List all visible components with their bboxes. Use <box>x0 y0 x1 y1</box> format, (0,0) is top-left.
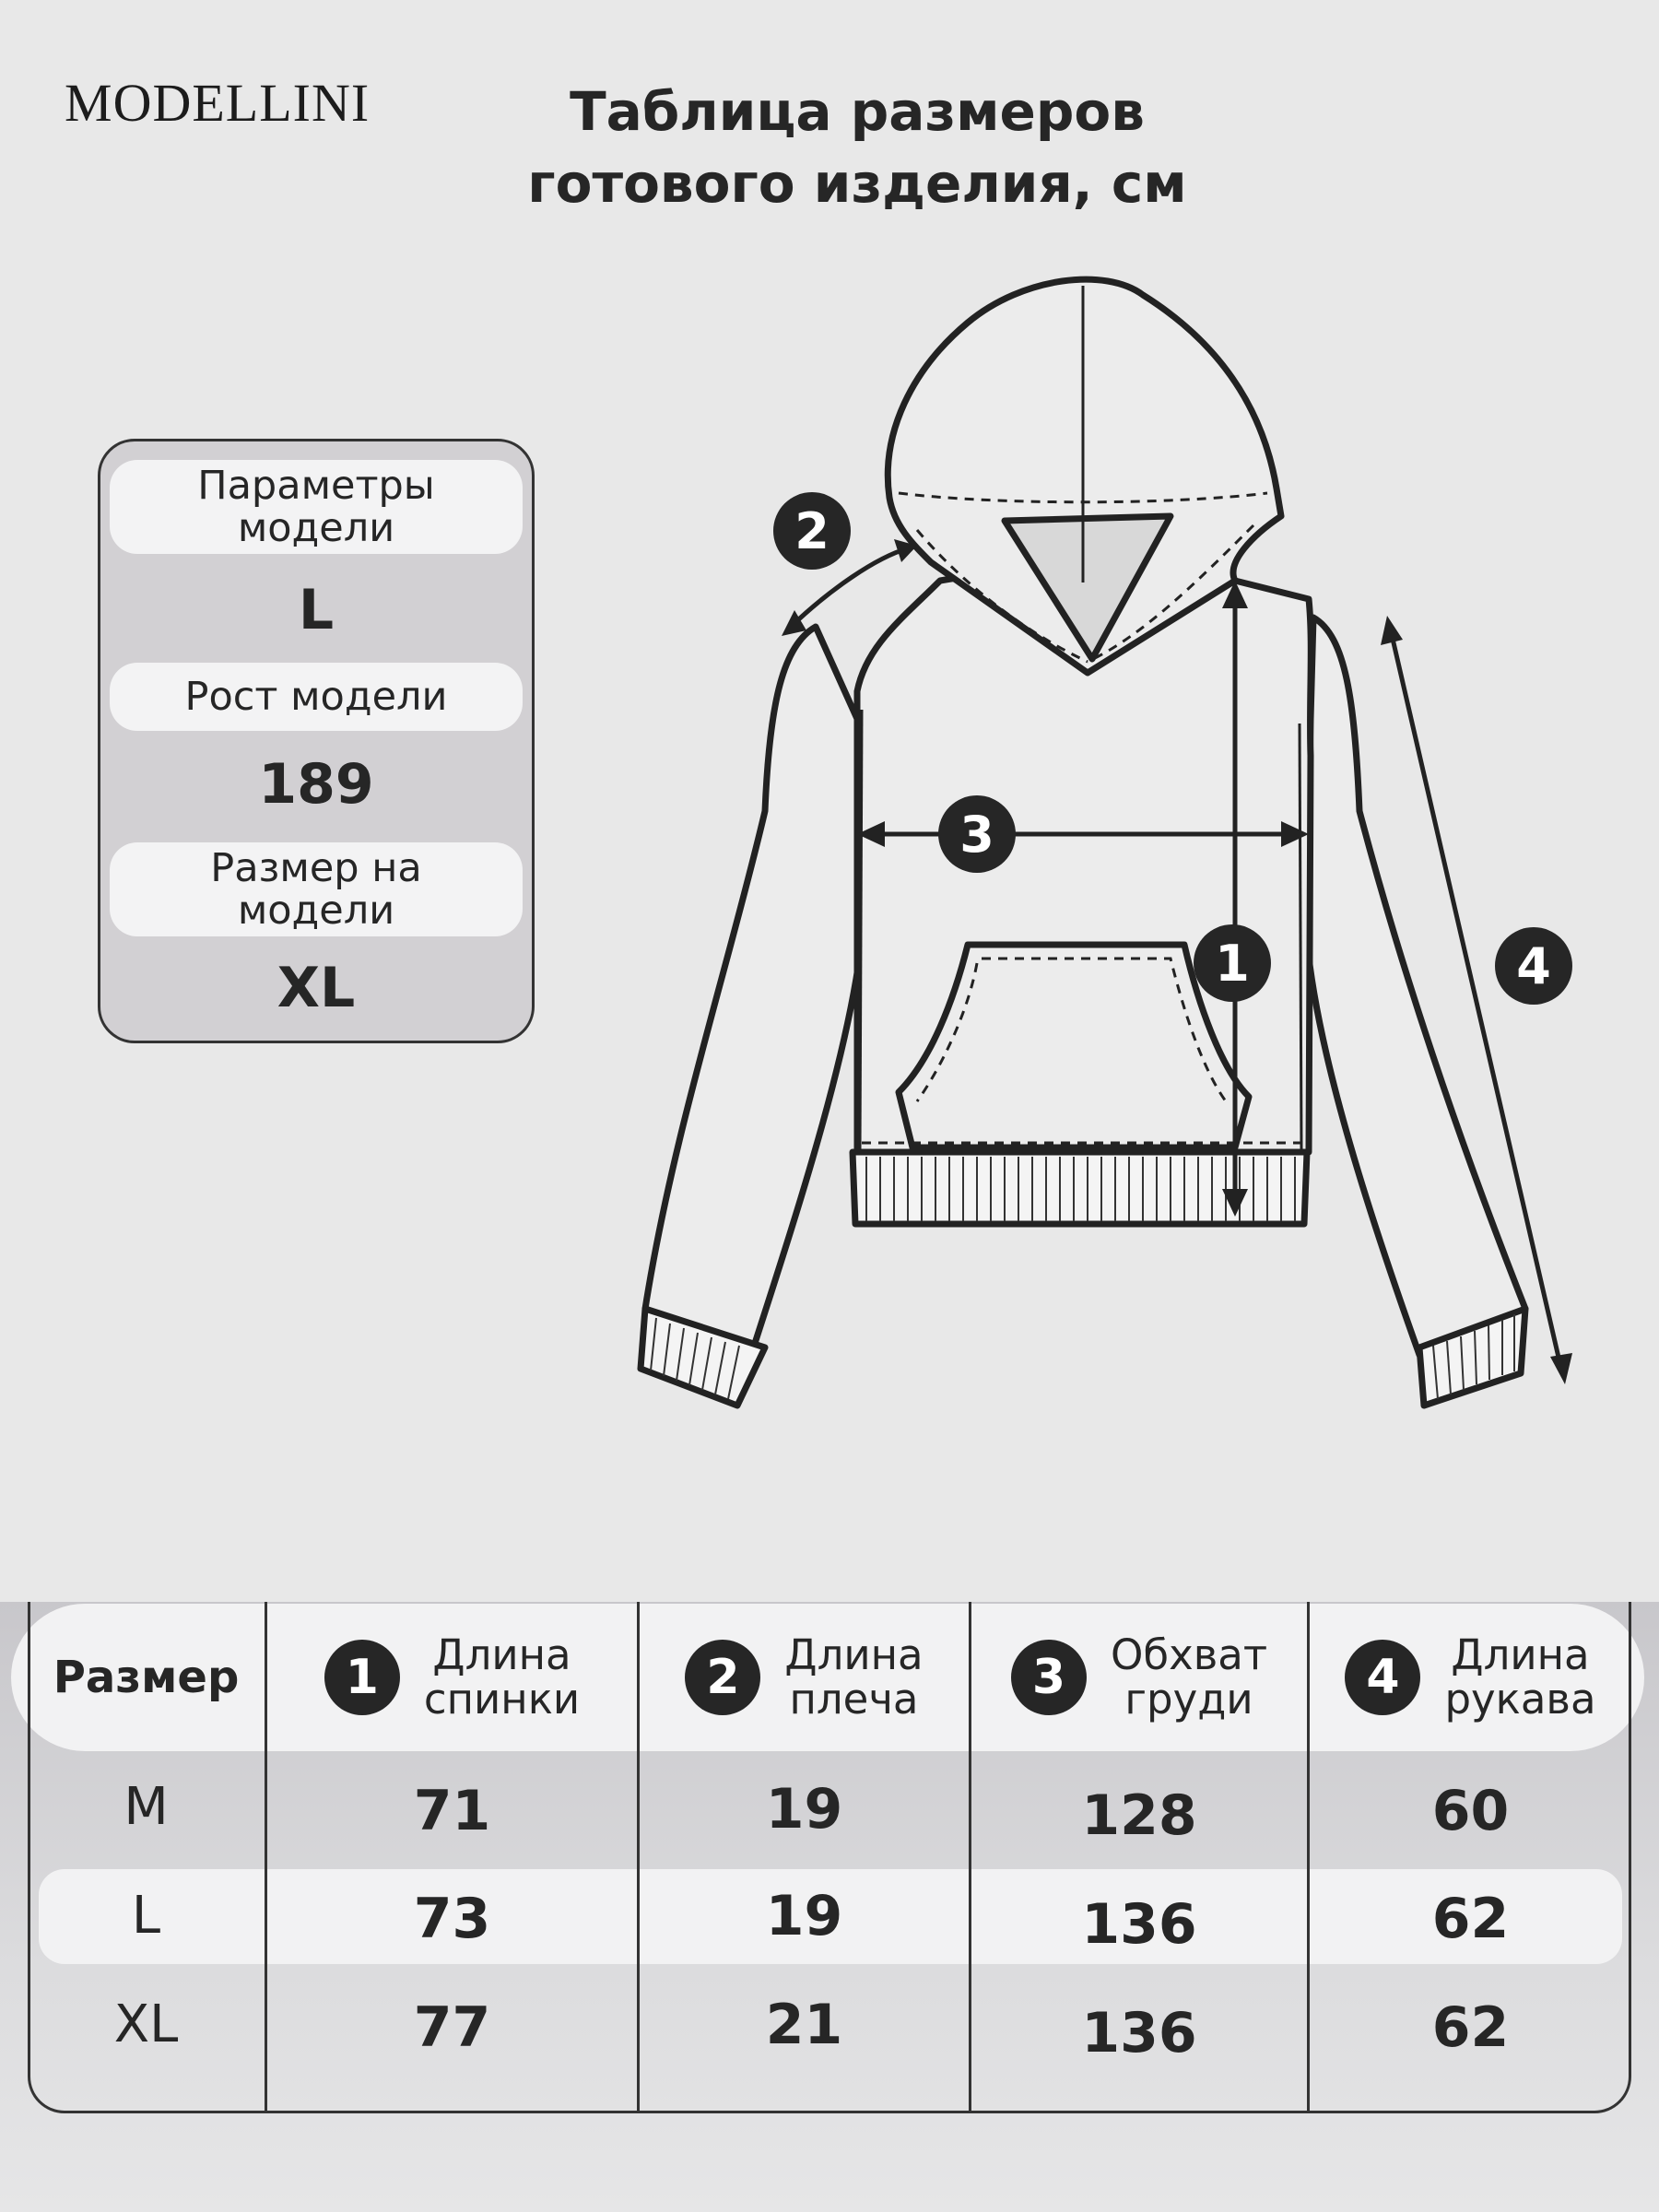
badge-2: 2 <box>685 1640 760 1715</box>
svg-text:2: 2 <box>794 502 830 560</box>
marker-3 <box>938 795 1016 873</box>
table-cell: 136 <box>1081 2001 1197 2065</box>
table-cell: 77 <box>413 1995 491 2060</box>
svg-text:4: 4 <box>1516 937 1551 995</box>
svg-text:1: 1 <box>1215 935 1250 993</box>
table-cell: 21 <box>765 1993 843 2057</box>
title-line-2: готового изделия, см <box>527 152 1187 215</box>
table-cell: 71 <box>413 1779 491 1843</box>
left-sleeve-shape <box>645 627 862 1355</box>
table-cell: 62 <box>1431 1887 1510 1951</box>
column-header-chest: 3 Обхват груди <box>971 1604 1307 1751</box>
badge-1: 1 <box>324 1640 400 1715</box>
column-header-sleeve-length: 4 Длина рукава <box>1310 1604 1631 1751</box>
table-cell: 128 <box>1081 1783 1197 1848</box>
marker-4 <box>1495 927 1572 1005</box>
column-header-back-length: 1 Длина спинки <box>267 1604 637 1751</box>
badge-3: 3 <box>1011 1640 1087 1715</box>
marker-1 <box>1194 924 1271 1002</box>
table-cell-size: M <box>124 1776 169 1837</box>
params-label: Параметры модели <box>110 460 523 554</box>
table-cell: 62 <box>1431 1995 1510 2060</box>
params-value: L <box>298 578 335 642</box>
table-cell-size: XL <box>113 1994 179 2054</box>
height-value: 189 <box>258 752 374 817</box>
badge-4: 4 <box>1345 1640 1420 1715</box>
height-label: Рост модели <box>110 663 523 731</box>
title-line-1: Таблица размеров <box>570 80 1145 143</box>
svg-text:3: 3 <box>959 806 994 864</box>
marker-2 <box>773 492 851 570</box>
table-cell: 19 <box>765 1777 843 1841</box>
table-cell-size: L <box>131 1885 161 1946</box>
right-sleeve-shape <box>1307 618 1525 1355</box>
size-column-header: Размер <box>53 1652 240 1703</box>
table-cell: 73 <box>413 1887 491 1951</box>
size-on-model-value: XL <box>276 956 356 1020</box>
table-cell: 60 <box>1431 1779 1510 1843</box>
column-header-shoulder-length: 2 Длина плеча <box>640 1604 969 1751</box>
size-on-model-label: Размер на модели <box>110 842 523 936</box>
table-cell: 136 <box>1081 1892 1197 1957</box>
brand-logo: MODELLINI <box>65 73 371 133</box>
table-cell: 19 <box>765 1884 843 1948</box>
